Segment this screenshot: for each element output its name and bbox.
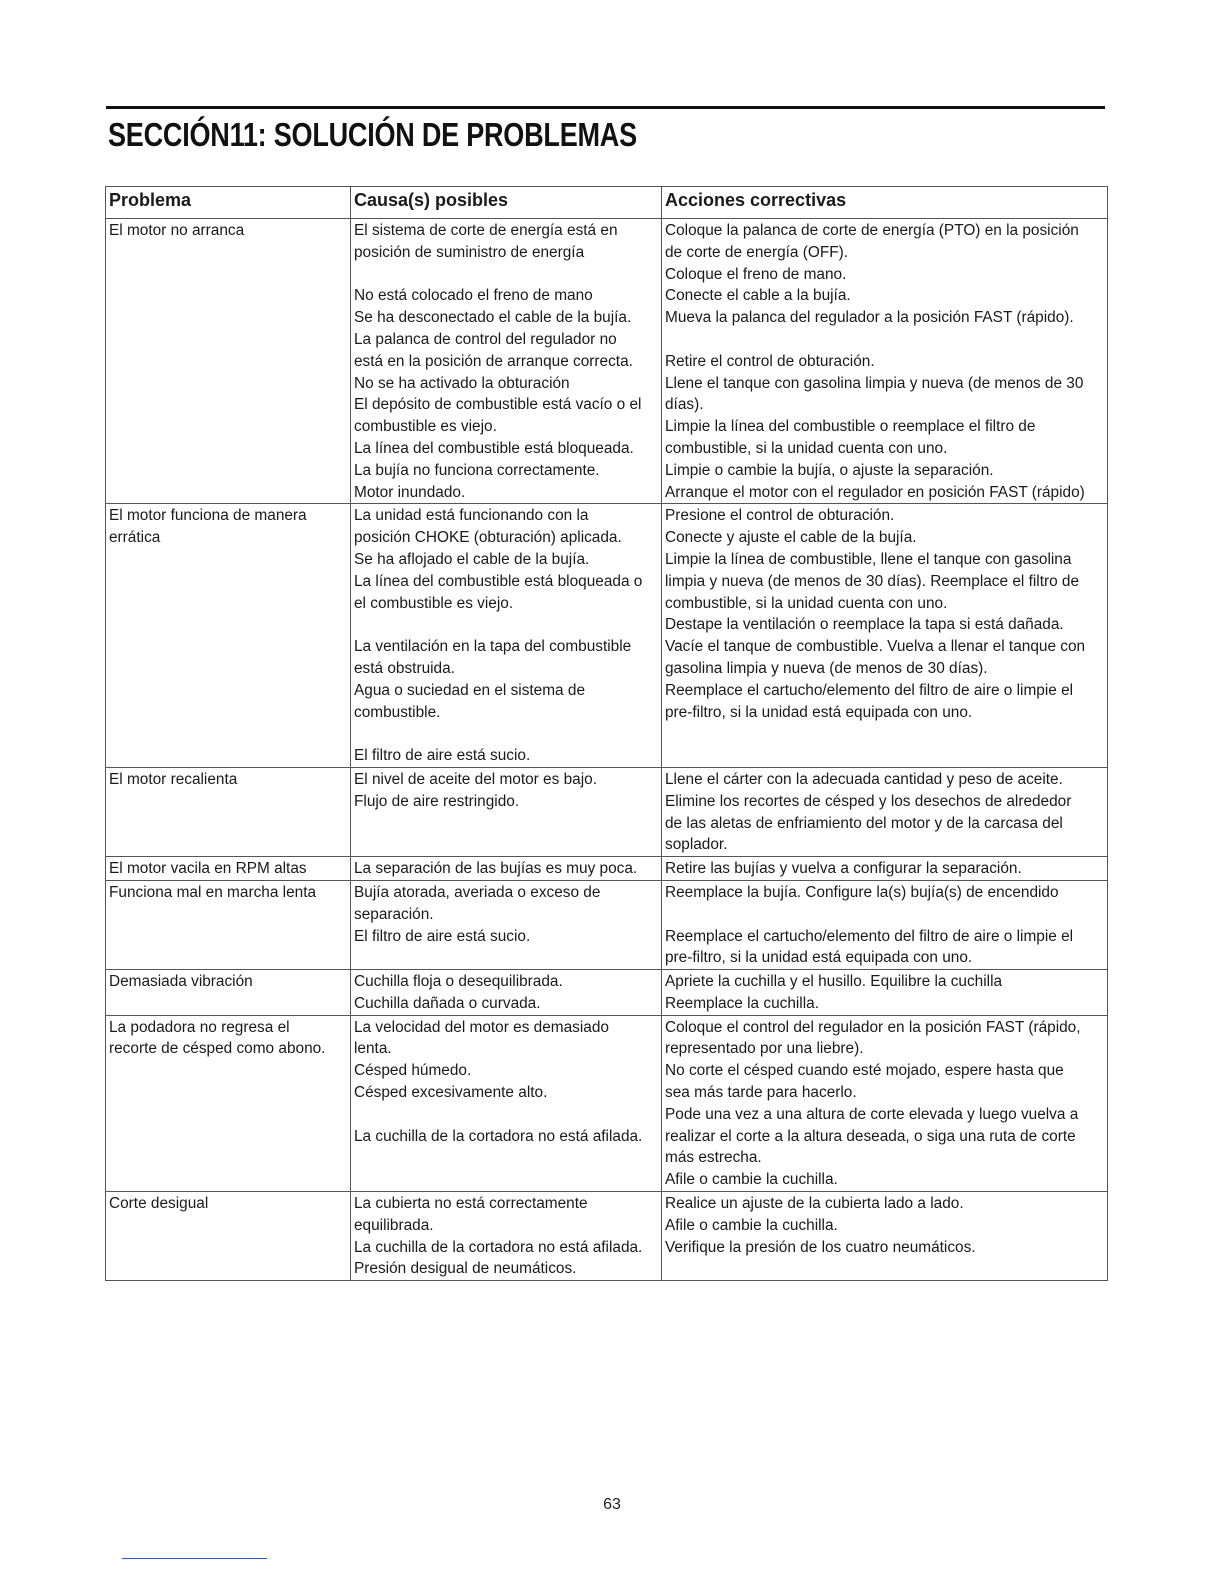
cause-text-line: equilibrada. bbox=[354, 1216, 434, 1234]
action-text-line: representado por una liebre). bbox=[665, 1040, 864, 1058]
page-number: 63 bbox=[603, 1496, 621, 1513]
table-row bbox=[106, 1015, 1108, 1191]
action-text-line: Destape la ventilación o reemplace la tapa si está dañada. bbox=[665, 616, 1064, 634]
action-text-line bbox=[665, 904, 1104, 926]
cause-text-line: La ventilación en la tapa del combustible bbox=[354, 638, 632, 656]
cause-text-line: Presión desigual de neumáticos. bbox=[354, 1260, 577, 1278]
cause-text-line: combustible. bbox=[354, 703, 441, 721]
header-cause: Causa(s) posibles bbox=[351, 187, 662, 219]
problem-cell bbox=[106, 880, 351, 969]
cause-text-line: el combustible es viejo. bbox=[354, 594, 514, 612]
header-problem: Problema bbox=[106, 187, 351, 219]
cause-text-line: La línea del combustible está bloqueada. bbox=[354, 439, 634, 457]
action-cell bbox=[662, 970, 1108, 1016]
action-text-line: Afile o cambie la cuchilla. bbox=[665, 1216, 838, 1234]
action-cell bbox=[662, 504, 1108, 768]
action-text-line: combustible, si la unidad cuenta con uno. bbox=[665, 439, 948, 457]
action-text-line: Llene el tanque con gasolina limpia y nueva (de menos de 30 bbox=[665, 374, 1084, 392]
action-text-line: Limpie la línea del combustible o reemplace el filtro de bbox=[665, 418, 1036, 436]
action-cell bbox=[662, 857, 1108, 881]
problem-cell bbox=[106, 219, 351, 504]
cause-text-line: El filtro de aire está sucio. bbox=[354, 747, 531, 765]
action-text-line: de las aletas de enfriamiento del motor y de la carcasa del bbox=[665, 814, 1063, 832]
cause-text-line: Se ha aflojado el cable de la bujía. bbox=[354, 550, 590, 568]
cause-text-line: posición CHOKE (obturación) aplicada. bbox=[354, 529, 622, 547]
cause-text-line: Césped húmedo. bbox=[354, 1062, 472, 1080]
cause-text-line: La velocidad del motor es demasiado bbox=[354, 1018, 609, 1036]
action-text-line: Coloque el control del regulador en la posición FAST (rápido, bbox=[665, 1018, 1081, 1036]
problem-text-line: recorte de césped como abono. bbox=[109, 1040, 326, 1058]
troubleshooting-table bbox=[105, 186, 1108, 1281]
cause-text-line: La cubierta no está correctamente bbox=[354, 1195, 588, 1213]
action-cell bbox=[662, 880, 1108, 969]
problem-cell bbox=[106, 857, 351, 881]
action-text-line: Arranque el motor con el regulador en posición FAST (rápido) bbox=[665, 483, 1085, 501]
problem-text-line: Funciona mal en marcha lenta bbox=[109, 883, 317, 901]
action-text-line: soplador. bbox=[665, 836, 728, 854]
action-text-line: Retire el control de obturación. bbox=[665, 352, 875, 370]
cause-cell bbox=[351, 219, 662, 504]
problem-text-line: Corte desigual bbox=[109, 1195, 209, 1213]
action-cell bbox=[662, 219, 1108, 504]
action-text-line: Conecte y ajuste el cable de la bujía. bbox=[665, 529, 917, 547]
action-text-line: Llene el cárter con la adecuada cantidad y peso de aceite. bbox=[665, 770, 1063, 788]
action-text-line: Reemplace la bujía. Configure la(s) bujía(s) de encendido bbox=[665, 883, 1059, 901]
action-text-line: Retire las bujías y vuelva a configurar la separación. bbox=[665, 860, 1022, 878]
cause-text-line: La palanca de control del regulador no bbox=[354, 330, 617, 348]
cause-text-line: está obstruida. bbox=[354, 659, 455, 677]
action-cell bbox=[662, 767, 1108, 856]
action-text-line: más estrecha. bbox=[665, 1149, 762, 1167]
action-text-line: Verifique la presión de los cuatro neumáticos. bbox=[665, 1238, 976, 1256]
cause-text-line: El nivel de aceite del motor es bajo. bbox=[354, 770, 597, 788]
cause-cell bbox=[351, 1015, 662, 1191]
cause-cell bbox=[351, 767, 662, 856]
problem-text-line: Demasiada vibración bbox=[109, 973, 253, 991]
cause-text-line: La cuchilla de la cortadora no está afilada. bbox=[354, 1238, 643, 1256]
cause-text-line: Cuchilla floja o desequilibrada. bbox=[354, 973, 563, 991]
problem-text-line: El motor vacila en RPM altas bbox=[109, 860, 307, 878]
problem-text-line: La podadora no regresa el bbox=[109, 1018, 290, 1036]
cause-text-line: La línea del combustible está bloqueada o bbox=[354, 572, 643, 590]
action-text-line: Reemplace el cartucho/elemento del filtro de aire o limpie el bbox=[665, 927, 1074, 945]
problem-text-line: El motor no arranca bbox=[109, 222, 245, 239]
cause-text-line bbox=[354, 1104, 658, 1126]
cause-cell bbox=[351, 880, 662, 969]
cause-text-line: El sistema de corte de energía está en bbox=[354, 222, 618, 239]
cause-text-line: lenta. bbox=[354, 1040, 392, 1058]
table-row bbox=[106, 857, 1108, 881]
cause-text-line: posición de suministro de energía bbox=[354, 243, 585, 261]
table-row bbox=[106, 880, 1108, 969]
action-text-line: días). bbox=[665, 396, 704, 414]
action-text-line: realizar el corte a la altura deseada, o siga una ruta de corte bbox=[665, 1127, 1076, 1145]
cause-text-line: combustible es viejo. bbox=[354, 418, 497, 436]
cause-text-line: La cuchilla de la cortadora no está afilada. bbox=[354, 1127, 643, 1145]
section-title: SECCIÓN11: SOLUCIÓN DE PROBLEMAS bbox=[108, 116, 637, 153]
action-cell bbox=[662, 1192, 1108, 1281]
action-text-line: Limpie la línea de combustible, llene el tanque con gasolina bbox=[665, 550, 1072, 568]
cause-text-line: Flujo de aire restringido. bbox=[354, 792, 520, 810]
cause-cell bbox=[351, 857, 662, 881]
action-cell bbox=[662, 1015, 1108, 1191]
action-text-line: limpia y nueva (de menos de 30 días). Reemplace el filtro de bbox=[665, 572, 1080, 590]
action-text-line: Limpie o cambie la bujía, o ajuste la separación. bbox=[665, 461, 994, 479]
table-row bbox=[106, 767, 1108, 856]
cause-text-line: Se ha desconectado el cable de la bujía. bbox=[354, 309, 632, 327]
cause-text-line: No se ha activado la obturación bbox=[354, 374, 570, 392]
cause-text-line bbox=[354, 264, 658, 286]
action-text-line: Afile o cambie la cuchilla. bbox=[665, 1171, 838, 1189]
header-action: Acciones correctivas bbox=[662, 187, 1108, 219]
cause-text-line: está en la posición de arranque correcta. bbox=[354, 352, 633, 370]
problem-text-line: El motor recalienta bbox=[109, 770, 238, 788]
action-text-line: Coloque el freno de mano. bbox=[665, 265, 847, 283]
table-row bbox=[106, 504, 1108, 768]
cause-text-line: La bujía no funciona correctamente. bbox=[354, 461, 600, 479]
action-text-line: pre-filtro, si la unidad está equipada con uno. bbox=[665, 703, 973, 721]
cause-text-line: No está colocado el freno de mano bbox=[354, 287, 593, 305]
table-header-row bbox=[106, 187, 1108, 219]
problem-cell bbox=[106, 504, 351, 768]
action-text-line: Elimine los recortes de césped y los desechos de alrededor bbox=[665, 792, 1072, 810]
cause-text-line: El filtro de aire está sucio. bbox=[354, 927, 531, 945]
cause-text-line bbox=[354, 614, 658, 636]
action-text-line: gasolina limpia y nueva (de menos de 30 días). bbox=[665, 659, 988, 677]
cause-cell bbox=[351, 1192, 662, 1281]
action-text-line bbox=[665, 329, 1104, 351]
cause-text-line: La unidad está funcionando con la bbox=[354, 507, 589, 525]
problem-text-line: El motor funciona de manera bbox=[109, 507, 307, 525]
cause-cell bbox=[351, 970, 662, 1016]
action-text-line: Presione el control de obturación. bbox=[665, 507, 895, 525]
action-text-line: Reemplace la cuchilla. bbox=[665, 994, 819, 1012]
action-text-line: Conecte el cable a la bujía. bbox=[665, 287, 851, 305]
problem-cell bbox=[106, 1015, 351, 1191]
action-text-line: Mueva la palanca del regulador a la posición FAST (rápido). bbox=[665, 309, 1074, 327]
action-text-line: Vacíe el tanque de combustible. Vuelva a llenar el tanque con bbox=[665, 638, 1086, 656]
action-text-line: Apriete la cuchilla y el husillo. Equilibre la cuchilla bbox=[665, 973, 1003, 991]
action-text-line: Realice un ajuste de la cubierta lado a lado. bbox=[665, 1195, 964, 1213]
cause-text-line: Bujía atorada, averiada o exceso de bbox=[354, 883, 601, 901]
action-text-line: Coloque la palanca de corte de energía (PTO) en la posición bbox=[665, 222, 1079, 239]
cause-cell bbox=[351, 504, 662, 768]
cause-text-line bbox=[354, 723, 658, 745]
table-row bbox=[106, 970, 1108, 1016]
cause-text-line: Cuchilla dañada o curvada. bbox=[354, 994, 541, 1012]
action-text-line: No corte el césped cuando esté mojado, espere hasta que bbox=[665, 1062, 1064, 1080]
table-row bbox=[106, 219, 1108, 504]
problem-cell bbox=[106, 767, 351, 856]
action-text-line: combustible, si la unidad cuenta con uno. bbox=[665, 594, 948, 612]
cause-text-line: El depósito de combustible está vacío o el bbox=[354, 396, 642, 414]
action-text-line: sea más tarde para hacerlo. bbox=[665, 1084, 857, 1102]
table-body bbox=[106, 219, 1108, 1281]
cause-text-line: La separación de las bujías es muy poca. bbox=[354, 860, 638, 878]
cause-text-line: Motor inundado. bbox=[354, 483, 466, 501]
top-rule bbox=[106, 106, 1105, 109]
action-text-line: de corte de energía (OFF). bbox=[665, 243, 849, 261]
action-text-line: pre-filtro, si la unidad está equipada con uno. bbox=[665, 949, 973, 967]
action-text-line: Reemplace el cartucho/elemento del filtro de aire o limpie el bbox=[665, 681, 1074, 699]
problem-text-line: errática bbox=[109, 529, 161, 547]
cause-text-line: separación. bbox=[354, 905, 434, 923]
footer-rule bbox=[122, 1558, 267, 1559]
problem-cell bbox=[106, 1192, 351, 1281]
cause-text-line: Césped excesivamente alto. bbox=[354, 1084, 548, 1102]
table-row bbox=[106, 1192, 1108, 1281]
problem-cell bbox=[106, 970, 351, 1016]
action-text-line: Pode una vez a una altura de corte elevada y luego vuelva a bbox=[665, 1105, 1079, 1123]
cause-text-line: Agua o suciedad en el sistema de bbox=[354, 681, 586, 699]
